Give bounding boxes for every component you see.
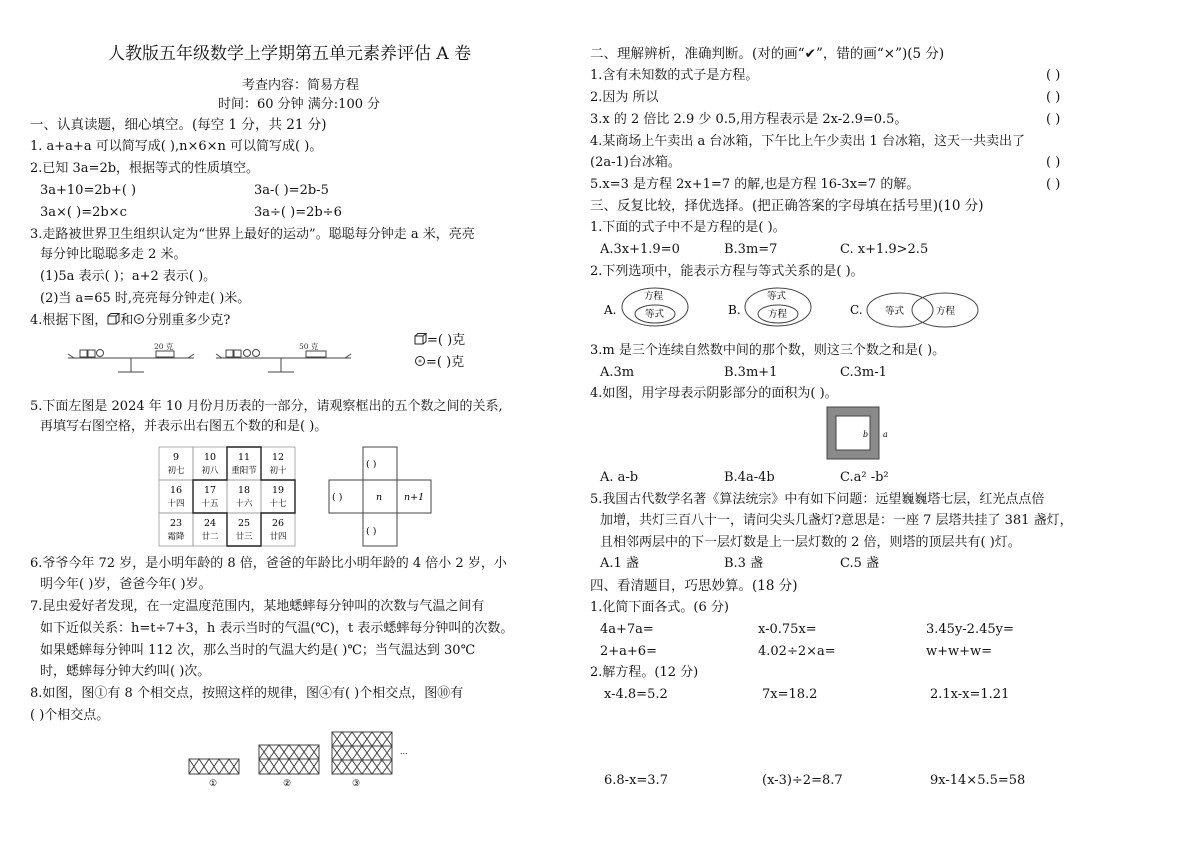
simplify-3: 3.45y-2.45y= — [926, 622, 1014, 637]
s3-q5-line1: 5.我国古代数学名著《算法统宗》中有如下问题：远望巍巍塔七层，红光点点倍 — [590, 492, 1045, 507]
s1-q2d: 3a÷( )=2b÷6 — [254, 205, 342, 220]
s2-q1-paren: ( ) — [1046, 68, 1061, 83]
calendar-day: 10 — [203, 452, 217, 463]
s1-q4 — [30, 313, 230, 329]
section4-heading: 四、看清题目，巧思妙算。(18 分) — [590, 578, 798, 594]
s3-q5-optC: C.5 盏 — [840, 556, 880, 571]
calendar-lunar: 廿二 — [201, 532, 219, 542]
s3-q1-optA: A.3x+1.9=0 — [600, 242, 680, 257]
calendar-lunar: 十七 — [269, 499, 287, 509]
s1-q3-line2: 每分钟比聪聪多走 2 米。 — [40, 247, 187, 262]
calendar-day: 9 — [172, 452, 180, 463]
s3-q4-optB: B.4a-4b — [724, 470, 775, 485]
cube-icon — [414, 333, 427, 345]
calendar-lunar: 廿三 — [235, 532, 253, 542]
s4-q1: 1.化简下面各式。(6 分) — [590, 600, 729, 615]
exam-time: 时间：60 分钟 满分:100 分 — [218, 97, 381, 112]
s1-q2a: 3a+10=2b+( ) — [40, 183, 137, 198]
s1-q5-line1: 5.下面左图是 2024 年 10 月份月历表的一部分，请观察框出的五个数之间的关系, — [30, 399, 503, 414]
s3-q5-optA: A.1 盏 — [600, 556, 639, 571]
simplify-2: x-0.75x= — [758, 622, 817, 637]
cross-top: ( ) — [366, 459, 377, 470]
simplify-4: 2+a+6= — [600, 644, 657, 659]
s1-q1: 1. a+a+a 可以简写成( ),n×6×n 可以简写成( )。 — [30, 139, 323, 154]
venn-a-inner: 等式 — [645, 309, 665, 320]
s1-q4-answer2: =( )克 — [414, 355, 464, 371]
s2-q1: 1.含有未知数的式子是方程。 — [590, 68, 759, 83]
s2-q4-paren: ( ) — [1046, 155, 1061, 170]
equation-3: 2.1x-x=1.21 — [930, 687, 1010, 702]
s1-q2b: 3a-( )=2b-5 — [254, 183, 329, 198]
balance-scales-figure — [66, 338, 356, 376]
equation-4: 6.8-x=3.7 — [604, 773, 668, 788]
venn-c-right: 方程 — [936, 306, 956, 317]
shaded-square-figure — [826, 406, 896, 462]
cross-center: n — [376, 492, 383, 503]
calendar-lunar: 霜降 — [167, 532, 185, 542]
lattice-figures — [186, 728, 416, 790]
s3-q4-optA: A. a-b — [600, 470, 639, 485]
simplify-1: 4a+7a= — [600, 622, 654, 637]
exam-content: 考查内容：简易方程 — [242, 78, 360, 93]
equation-6: 9x-14×5.5=58 — [930, 773, 1026, 788]
venn-a-outer: 方程 — [644, 291, 664, 302]
s1-q3-part2: (2)当 a=65 时,亮亮每分钟走( )米。 — [40, 291, 251, 306]
s2-q4-line2: (2a-1)台冰箱。 — [590, 155, 681, 170]
venn-options — [600, 284, 980, 334]
cross-bottom: ( ) — [366, 526, 377, 537]
label-a: a — [883, 430, 888, 439]
s1-q2c: 3a×( )=2b×c — [40, 205, 127, 220]
calendar-lunar: 十六 — [235, 499, 253, 509]
calendar-day: 26 — [271, 518, 285, 529]
cross-figure — [328, 446, 436, 548]
s3-q5-line2: 加增，共灯三百八十一，请问尖头几盏灯?意思是：一座 7 层塔共挂了 381 盏灯， — [600, 513, 1073, 528]
s2-q4-line1: 4.某商场上午卖出 a 台冰箱，下午比上午少卖出 1 台冰箱，这天一共卖出了 — [590, 134, 1025, 149]
simplify-6: w+w+w= — [926, 644, 993, 659]
calendar-day: 16 — [169, 485, 183, 496]
s1-q3-line1: 3.走路被世界卫生组织认定为“世界上最好的运动”。聪聪每分钟走 a 米，亮亮 — [30, 227, 475, 242]
venn-b-inner: 方程 — [768, 309, 788, 320]
s2-q2: 2.因为 所以 — [590, 90, 659, 105]
venn-c-left: 等式 — [885, 306, 905, 317]
section1-heading: 一、认真读题，细心填空。(每空 1 分，共 21 分) — [30, 117, 327, 133]
calendar-lunar: 初七 — [167, 466, 185, 476]
s1-q4-tail: 分别重多少克? — [145, 313, 231, 328]
s3-q1: 1.下面的式子中不是方程的是( )。 — [590, 220, 786, 235]
s3-q3-optA: A.3m — [600, 365, 635, 380]
cube-icon — [107, 313, 120, 325]
venn-label-c: C. — [850, 303, 863, 317]
fig-label-2: ② — [283, 779, 292, 789]
s1-q3-part1: (1)5a 表示( )；a+2 表示( )。 — [40, 269, 217, 284]
calendar-lunar: 十五 — [201, 499, 219, 509]
calendar-day: 23 — [169, 518, 183, 529]
calendar-day: 18 — [237, 485, 251, 496]
fig-label-3: ③ — [352, 779, 361, 789]
ball-icon — [133, 313, 145, 325]
venn-label-a: A. — [604, 303, 617, 317]
calendar-figure — [158, 446, 298, 548]
venn-b-outer: 等式 — [767, 291, 787, 302]
s3-q5-line3: 且相邻两层中的下一层灯数是上一层灯数的 2 倍，则塔的顶层共有( )灯。 — [600, 535, 1021, 550]
s1-q4-and: 和 — [120, 313, 134, 328]
s1-q7-line3: 如果蟋蟀每分钟叫 112 次，那么当时的气温大约是( )℃；当气温达到 30℃ — [40, 643, 476, 658]
page-title: 人教版五年级数学上学期第五单元素养评估 A 卷 — [108, 44, 472, 64]
s2-q5: 5.x=3 是方程 2x+1=7 的解,也是方程 16-3x=7 的解。 — [590, 177, 920, 192]
equation-1: x-4.8=5.2 — [604, 687, 668, 702]
cross-right: n+1 — [404, 492, 425, 503]
simplify-5: 4.02÷2×a= — [758, 644, 836, 659]
s1-q6-line2: 明今年( )岁，爸爸今年( )岁。 — [40, 577, 212, 592]
s2-q3: 3.x 的 2 倍比 2.9 少 0.5,用方程表示是 2x-2.9=0.5。 — [590, 112, 908, 127]
calendar-day: 24 — [203, 518, 217, 529]
ellipsis: ... — [400, 747, 408, 756]
fig-label-1: ① — [209, 779, 218, 789]
equation-2: 7x=18.2 — [762, 687, 818, 702]
s2-q5-paren: ( ) — [1046, 177, 1061, 192]
s3-q3-optC: C.3m-1 — [840, 365, 887, 380]
s3-q1-optB: B.3m=7 — [724, 242, 778, 257]
weight-50: 50 克 — [299, 342, 319, 351]
s1-q6-line1: 6.爷爷今年 72 岁，是小明年龄的 8 倍，爸爸的年龄比小明年龄的 4 倍小 2 岁，小 — [30, 556, 507, 571]
s1-q2: 2.已知 3a=2b，根据等式的性质填空。 — [30, 161, 260, 176]
calendar-day: 11 — [237, 452, 251, 463]
s3-q5-optB: B.3 盏 — [724, 556, 764, 571]
s3-q1-optC: C. x+1.9>2.5 — [840, 242, 929, 257]
s1-q7-line4: 时，蟋蟀每分钟大约叫( )次。 — [40, 664, 211, 679]
s1-q8-line2: ( )个相交点。 — [30, 708, 110, 723]
s3-q4-optC: C.a² -b² — [840, 470, 889, 485]
calendar-lunar: 重阳节 — [231, 466, 257, 476]
s1-q8-line1: 8.如图，图①有 8 个相交点，按照这样的规律，图④有( )个相交点，图⑩有 — [30, 686, 464, 701]
venn-label-b: B. — [728, 303, 741, 317]
s1-q7-line1: 7.昆虫爱好者发现，在一定温度范围内，某地蟋蟀每分钟叫的次数与气温之间有 — [30, 599, 485, 614]
ball-icon — [414, 355, 426, 367]
s4-q2: 2.解方程。(12 分) — [590, 665, 699, 680]
s2-q2-paren: ( ) — [1046, 90, 1061, 105]
calendar-day: 12 — [271, 452, 285, 463]
section3-heading: 三、反复比较，择优选择。(把正确答案的字母填在括号里)(10 分) — [590, 198, 984, 214]
section2-heading: 二、理解辨析，准确判断。(对的画“✔”，错的画“×”)(5 分) — [590, 46, 945, 62]
s3-q3-optB: B.3m+1 — [724, 365, 778, 380]
calendar-day: 17 — [203, 485, 217, 496]
equation-5: (x-3)÷2=8.7 — [762, 773, 843, 788]
calendar-day: 19 — [271, 485, 285, 496]
s2-q3-paren: ( ) — [1046, 112, 1061, 127]
calendar-lunar: 初八 — [201, 466, 219, 476]
calendar-lunar: 十四 — [167, 499, 185, 509]
calendar-lunar: 廿四 — [269, 532, 287, 542]
calendar-lunar: 初十 — [269, 466, 287, 476]
weight-20: 20 克 — [154, 342, 174, 351]
label-b: b — [863, 430, 869, 439]
s1-q7-line2: 如下近似关系：h=t÷7+3，h 表示当时的气温(℃)，t 表示蟋蟀每分钟叫的次数。 — [40, 621, 514, 636]
s1-q4-text: 4.根据下图， — [30, 313, 108, 328]
s3-q3: 3.m 是三个连续自然数中间的那个数，则这三个数之和是( )。 — [590, 343, 946, 358]
calendar-day: 25 — [237, 518, 251, 529]
s1-q5-line2: 再填写右图空格，并表示出右图五个数的和是( )。 — [40, 419, 328, 434]
s3-q2: 2.下列选项中，能表示方程与等式关系的是( )。 — [590, 264, 864, 279]
cross-left: ( ) — [332, 492, 343, 503]
s3-q4: 4.如图，用字母表示阴影部分的面积为( )。 — [590, 386, 838, 401]
s1-q4-answer1: =( )克 — [414, 333, 465, 349]
